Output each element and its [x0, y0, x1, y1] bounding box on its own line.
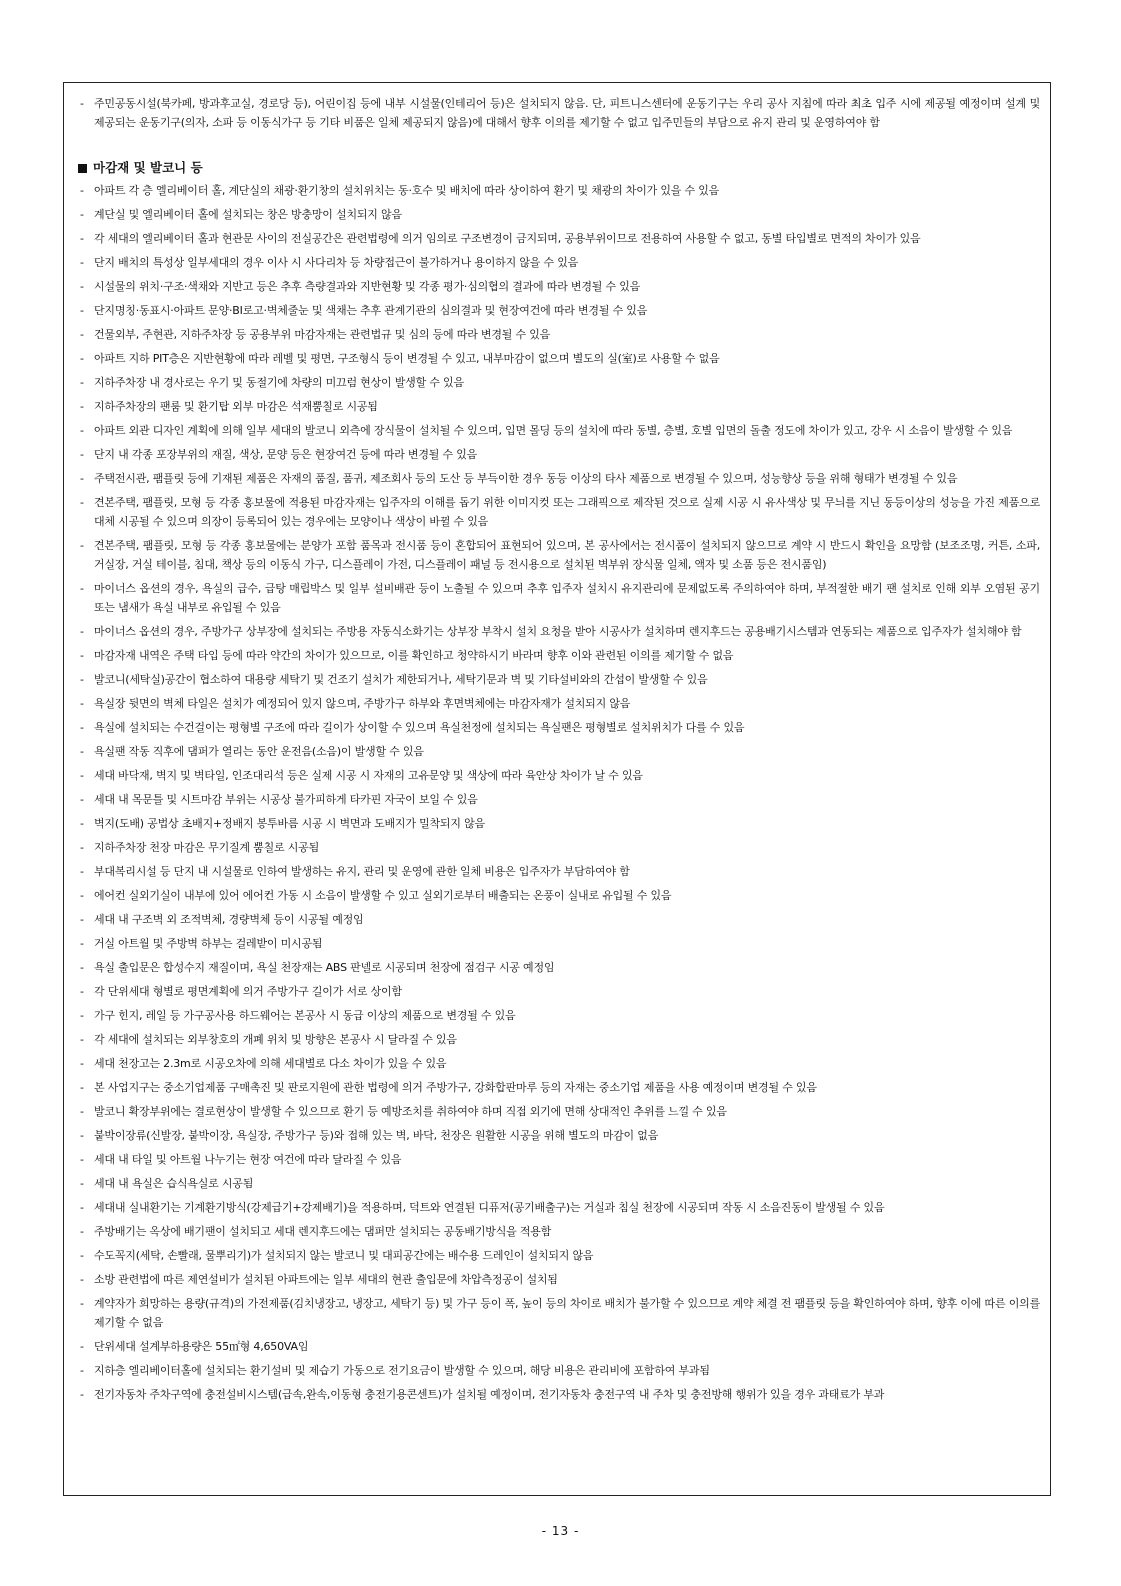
list-item [80, 886, 1040, 905]
list-item-text: 견본주택, 팸플릿, 모형 등 각종 홍보물에는 분양가 포함 품목과 전시품 등이 혼합되어 표현되어 있으며, 본 공사에서는 전시품이 설치되지 않으므로 계약 시 반드시 확인을 요망함 (보조조명, 커튼, 소파, 거실장, 거실 테이블, 침대, 책상 등의 이동식 가구, 디스플레이 가전, 디스플레이 패널 등 전시용으로 설치된 벽부위 장식물 일체, 액자 및 소품 등은 전시품임) [94, 539, 1040, 571]
notice-list [80, 181, 1040, 1404]
list-item [80, 1054, 1040, 1073]
list-item [80, 1246, 1040, 1265]
dash-marker: - [80, 424, 84, 437]
dash-marker: - [80, 1129, 84, 1142]
list-item [80, 670, 1040, 689]
list-item [80, 646, 1040, 665]
list-item-text: 마이너스 옵션의 경우, 욕실의 급수, 급탕 매립박스 및 일부 설비배관 등이 노출될 수 있으며 추후 입주자 설치시 유지관리에 문제없도록 주의하여야 하며, 부적절한 배기 팬 설치로 인해 외부 오염된 공기 또는 냄새가 욕실 내부로 유입될 수 있음 [94, 582, 1040, 614]
list-item [80, 742, 1040, 761]
list-item-text: 부대복리시설 등 단지 내 시설물로 인하여 발생하는 유지, 관리 및 운영에 관한 일체 비용은 입주자가 부담하여야 함 [94, 865, 630, 878]
list-item-text: 각 세대에 설치되는 외부창호의 개폐 위치 및 방향은 본공사 시 달라질 수 있음 [94, 1033, 457, 1046]
list-item [80, 445, 1040, 464]
list-item-text: 전기자동차 주차구역에 충전설비시스템(급속,완속,이동형 충전기용콘센트)가 설치될 예정이며, 전기자동차 충전구역 내 주차 및 충전방해 행위가 있을 경우 과태료가 부과 [94, 1388, 885, 1401]
list-item-text: 본 사업지구는 중소기업제품 구매촉진 및 판로지원에 관한 법령에 의거 주방가구, 강화합판마루 등의 자재는 중소기업 제품을 사용 예정이며 변경될 수 있음 [94, 1081, 817, 1094]
list-item-text: 단지 배치의 특성상 일부세대의 경우 이사 시 사다리차 등 차량접근이 불가하거나 용이하지 않을 수 있음 [94, 256, 579, 269]
list-item-text: 세대 바닥재, 벽지 및 벽타일, 인조대리석 등은 실제 시공 시 자재의 고유문양 및 색상에 따라 육안상 차이가 날 수 있음 [94, 769, 643, 782]
list-item-text: 각 단위세대 형별로 평면계획에 의거 주방가구 길이가 서로 상이함 [94, 985, 402, 998]
list-item [80, 766, 1040, 785]
dash-marker: - [80, 376, 84, 389]
list-item [80, 421, 1040, 440]
dash-marker: - [80, 400, 84, 413]
dash-marker: - [80, 1057, 84, 1070]
dash-marker: - [80, 1009, 84, 1022]
list-item-text: 주방배기는 옥상에 배기팬이 설치되고 세대 렌지후드에는 댐퍼만 설치되는 공동배기방식을 적용함 [94, 1225, 552, 1238]
dash-marker: - [80, 793, 84, 806]
list-item-text: 욕실에 설치되는 수건걸이는 평형별 구조에 따라 길이가 상이할 수 있으며 욕실천정에 설치되는 욕실팬은 평형별로 설치위치가 다를 수 있음 [94, 721, 745, 734]
list-item [80, 253, 1040, 272]
list-item [80, 838, 1040, 857]
list-item-text: 붙박이장류(신발장, 붙박이장, 욕실장, 주방가구 등)와 접해 있는 벽, 바닥, 천장은 원활한 시공을 위해 별도의 마감이 없음 [94, 1129, 659, 1142]
dash-marker: - [80, 673, 84, 686]
intro-item [80, 94, 1040, 132]
dash-marker: - [80, 1177, 84, 1190]
list-item-text: 욕실장 뒷면의 벽체 타일은 설치가 예정되어 있지 않으며, 주방가구 하부와 후면벽체에는 마감자재가 설치되지 않음 [94, 697, 631, 710]
list-item-text: 벽지(도배) 공법상 초배지+정배지 봉투바름 시공 시 벽면과 도배지가 밀착되지 않음 [94, 817, 485, 830]
list-item-text: 욕실 출입문은 합성수지 재질이며, 욕실 천장재는 ABS 판넬로 시공되며 천장에 점검구 시공 예정임 [94, 961, 555, 974]
list-item-text: 세대 천장고는 2.3m로 시공오차에 의해 세대별로 다소 차이가 있을 수 있음 [94, 1057, 447, 1070]
list-item [80, 536, 1040, 574]
dash-marker: - [80, 1081, 84, 1094]
dash-marker: - [80, 1249, 84, 1262]
list-item [80, 493, 1040, 531]
list-item [80, 958, 1040, 977]
dash-marker: - [80, 256, 84, 269]
dash-marker: - [80, 496, 84, 509]
list-item [80, 1078, 1040, 1097]
list-item [80, 1126, 1040, 1145]
list-item-text: 아파트 지하 PIT층은 지반현황에 따라 레벨 및 평면, 구조형식 등이 변경될 수 있고, 내부마감이 없으며 별도의 실(室)로 사용할 수 없음 [94, 352, 720, 365]
list-item-text: 세대 내 목문틀 및 시트마감 부위는 시공상 불가피하게 타카핀 자국이 보일 수 있음 [94, 793, 478, 806]
dash-marker: - [80, 184, 84, 197]
list-item-text: 소방 관련법에 따른 제연설비가 설치된 아파트에는 일부 세대의 현관 출입문에 차압측정공이 설치됨 [94, 1273, 558, 1286]
dash-marker: - [80, 889, 84, 902]
list-item [80, 1198, 1040, 1217]
list-item-text: 단지명칭·동표시·아파트 문양·BI로고·벽체줄눈 및 색채는 추후 관계기관의 심의결과 및 현장여건에 따라 변경될 수 있음 [94, 304, 648, 317]
list-item-text: 거실 아트월 및 주방벽 하부는 걸레받이 미시공됨 [94, 937, 323, 950]
list-item-text: 견본주택, 팸플릿, 모형 등 각종 홍보물에 적용된 마감자재는 입주자의 이해를 돕기 위한 이미지컷 또는 그래픽으로 제작된 것으로 실제 시공 시 유사색상 및 무늬를 지닌 동등이상의 성능을 가진 제품으로 대체 시공될 수 있으며 의장이 등록되어 있는 경우에는 모양이나 색상이 바뀔 수 있음 [94, 496, 1040, 528]
list-item [80, 325, 1040, 344]
list-item [80, 694, 1040, 713]
dash-marker: - [80, 280, 84, 293]
list-item [80, 1361, 1040, 1380]
list-item [80, 1006, 1040, 1025]
dash-marker: - [80, 1388, 84, 1401]
section-title: 마감재 및 발코니 등 [93, 160, 203, 175]
dash-marker: - [80, 472, 84, 485]
list-item [80, 181, 1040, 200]
dash-marker: - [80, 625, 84, 638]
dash-marker: - [80, 304, 84, 317]
list-item-text: 지하주차장의 팬룸 및 환기탑 외부 마감은 석재뿜칠로 시공됨 [94, 400, 378, 413]
list-item [80, 349, 1040, 368]
list-item-text: 지하주차장 내 경사로는 우기 및 동절기에 차량의 미끄럼 현상이 발생할 수 있음 [94, 376, 464, 389]
intro-text: 주민공동시설(북카페, 방과후교실, 경로당 등), 어린이집 등에 내부 시설물(인테리어 등)은 설치되지 않음. 단, 피트니스센터에 운동기구는 우리 공사 지침에 따라 최초 입주 시에 제공될 예정이며 설계 및 제공되는 운동기구(의자, 소파 등 이동식가구 등 기타 비품은 일체 제공되지 않음)에 대해서 향후 이의를 제기할 수 없고 입주민들의 부담으로 유지 관리 및 운영하여야 함 [94, 97, 1040, 129]
list-item-text: 단위세대 설계부하용량은 55㎡형 4,650VA임 [94, 1340, 309, 1353]
notice-frame [63, 82, 1051, 1496]
list-item-text: 각 세대의 엘리베이터 홀과 현관문 사이의 전실공간은 관련법령에 의거 임의로 구조변경이 금지되며, 공용부위이므로 전용하여 사용할 수 없고, 동별 타입별로 면적의 차이가 있음 [94, 232, 921, 245]
list-item-text: 수도꼭지(세탁, 손빨래, 물뿌리기)가 설치되지 않는 발코니 및 대피공간에는 배수용 드레인이 설치되지 않음 [94, 1249, 594, 1262]
list-item-text: 시설물의 위치·구조·색채와 지반고 등은 추후 측량결과와 지반현황 및 각종 평가·심의협의 결과에 따라 변경될 수 있음 [94, 280, 641, 293]
list-item [80, 934, 1040, 953]
dash-marker: - [80, 1105, 84, 1118]
list-item [80, 814, 1040, 833]
list-item-text: 에어컨 실외기실이 내부에 있어 에어컨 가동 시 소음이 발생할 수 있고 실외기로부터 배출되는 온풍이 실내로 유입될 수 있음 [94, 889, 672, 902]
dash-marker: - [80, 1297, 84, 1310]
list-item-text: 지하주차장 천장 마감은 무기질계 뿜칠로 시공됨 [94, 841, 320, 854]
dash-marker: - [80, 328, 84, 341]
dash-marker: - [80, 865, 84, 878]
list-item-text: 가구 힌지, 레일 등 가구공사용 하드웨어는 본공사 시 동급 이상의 제품으로 변경될 수 있음 [94, 1009, 516, 1022]
list-item-text: 마감자재 내역은 주택 타입 등에 따라 약간의 차이가 있으므로, 이를 확인하고 청약하시기 바라며 향후 이와 관련된 이의를 제기할 수 없음 [94, 649, 734, 662]
dash-marker: - [80, 232, 84, 245]
list-item [80, 1385, 1040, 1404]
list-item-text: 세대 내 타일 및 아트월 나누기는 현장 여건에 따라 달라질 수 있음 [94, 1153, 402, 1166]
dash-marker: - [80, 937, 84, 950]
dash-marker: - [80, 539, 84, 552]
list-item [80, 579, 1040, 617]
dash-marker: - [80, 352, 84, 365]
dash-marker: - [80, 745, 84, 758]
dash-marker: - [80, 913, 84, 926]
list-item-text: 지하층 엘리베이터홀에 설치되는 환기설비 및 제습기 가동으로 전기요금이 발생할 수 있으며, 해당 비용은 관리비에 포함하여 부과됨 [94, 1364, 710, 1377]
list-item [80, 982, 1040, 1001]
list-item [80, 1102, 1040, 1121]
list-item [80, 1294, 1040, 1332]
page-number: - 13 - [541, 1524, 580, 1538]
list-item-text: 세대 내 욕실은 습식욕실로 시공됨 [94, 1177, 254, 1190]
list-item-text: 단지 내 각종 포장부위의 재질, 색상, 문양 등은 현장여건 등에 따라 변경될 수 있음 [94, 448, 478, 461]
list-item [80, 1222, 1040, 1241]
dash-marker: - [80, 769, 84, 782]
list-item [80, 229, 1040, 248]
list-item-text: 발코니 확장부위에는 결로현상이 발생할 수 있으므로 환기 등 예방조치를 취하여야 하며 직접 외기에 면해 상대적인 추위를 느낄 수 있음 [94, 1105, 727, 1118]
list-item-text: 세대내 실내환기는 기계환기방식(강제급기+강제배기)을 적용하며, 덕트와 연결된 디퓨저(공기배출구)는 거실과 침실 천장에 시공되며 작동 시 소음진동이 발생될 수 있음 [94, 1201, 885, 1214]
list-item-text: 세대 내 구조벽 외 조적벽체, 경량벽체 등이 시공될 예정임 [94, 913, 364, 926]
dash-marker: - [80, 841, 84, 854]
dash-marker: - [80, 1225, 84, 1238]
list-item-text: 건물외부, 주현관, 지하주차장 등 공용부위 마감자재는 관련법규 및 심의 등에 따라 변경될 수 있음 [94, 328, 551, 341]
dash-marker: - [80, 1364, 84, 1377]
dash-marker: - [80, 1273, 84, 1286]
list-item [80, 1270, 1040, 1289]
square-bullet-icon [78, 164, 87, 173]
dash-marker: - [80, 961, 84, 974]
dash-marker: - [80, 208, 84, 221]
list-item-text: 마이너스 옵션의 경우, 주방가구 상부장에 설치되는 주방용 자동식소화기는 상부장 부착시 설치 요청을 받아 시공사가 설치하며 렌지후드는 공용배기시스템과 연동되는 제품으로 입주자가 설치해야 함 [94, 625, 1022, 638]
list-item [80, 205, 1040, 224]
dash-marker: - [80, 1340, 84, 1353]
list-item-text: 발코니(세탁실)공간이 협소하여 대용량 세탁기 및 건조기 설치가 제한되거나, 세탁기문과 벽 및 기타설비와의 간섭이 발생할 수 있음 [94, 673, 708, 686]
list-item [80, 1030, 1040, 1049]
list-item [80, 622, 1040, 641]
list-item [80, 469, 1040, 488]
dash-marker: - [80, 985, 84, 998]
list-item [80, 862, 1040, 881]
list-item [80, 718, 1040, 737]
list-item [80, 1150, 1040, 1169]
dash-marker: - [80, 817, 84, 830]
dash-marker: - [80, 1201, 84, 1214]
list-item-text: 계단실 및 엘리베이터 홀에 설치되는 창은 방충망이 설치되지 않음 [94, 208, 402, 221]
notice-content [64, 83, 1050, 1404]
list-item [80, 277, 1040, 296]
list-item [80, 1337, 1040, 1356]
list-item [80, 397, 1040, 416]
list-item-text: 아파트 외관 디자인 계획에 의해 일부 세대의 발코니 외측에 장식물이 설치될 수 있으며, 입면 몰딩 등의 설치에 따라 동별, 층별, 호별 입면의 돌출 정도에 차이가 있고, 강우 시 소음이 발생할 수 있음 [94, 424, 1013, 437]
dash-marker: - [80, 697, 84, 710]
dash-marker: - [80, 448, 84, 461]
list-item-text: 아파트 각 층 엘리베이터 홀, 계단실의 채광·환기창의 설치위치는 동·호수 및 배치에 따라 상이하여 환기 및 채광의 차이가 있을 수 있음 [94, 184, 720, 197]
list-item [80, 301, 1040, 320]
list-item [80, 373, 1040, 392]
list-item-text: 욕실팬 작동 직후에 댐퍼가 열리는 동안 운전음(소음)이 발생할 수 있음 [94, 745, 424, 758]
list-item-text: 계약자가 희망하는 용량(규격)의 가전제품(김치냉장고, 냉장고, 세탁기 등) 및 가구 등이 폭, 높이 등의 차이로 배치가 불가할 수 있으므로 계약 체결 전 팸플릿 등을 확인하여야 하며, 향후 이에 따른 이의를 제기할 수 없음 [94, 1297, 1040, 1329]
dash-marker: - [80, 582, 84, 595]
dash-marker: - [80, 649, 84, 662]
dash-marker: - [80, 1153, 84, 1166]
list-item [80, 1174, 1040, 1193]
dash-marker: - [80, 97, 84, 110]
list-item [80, 790, 1040, 809]
dash-marker: - [80, 1033, 84, 1046]
dash-marker: - [80, 721, 84, 734]
list-item-text: 주택전시관, 팸플릿 등에 기재된 제품은 자재의 품질, 품귀, 제조회사 등의 도산 등 부득이한 경우 동등 이상의 타사 제품으로 변경될 수 있으며, 성능향상 등을 위해 형태가 변경될 수 있음 [94, 472, 958, 485]
list-item [80, 910, 1040, 929]
section-heading [78, 158, 1040, 178]
